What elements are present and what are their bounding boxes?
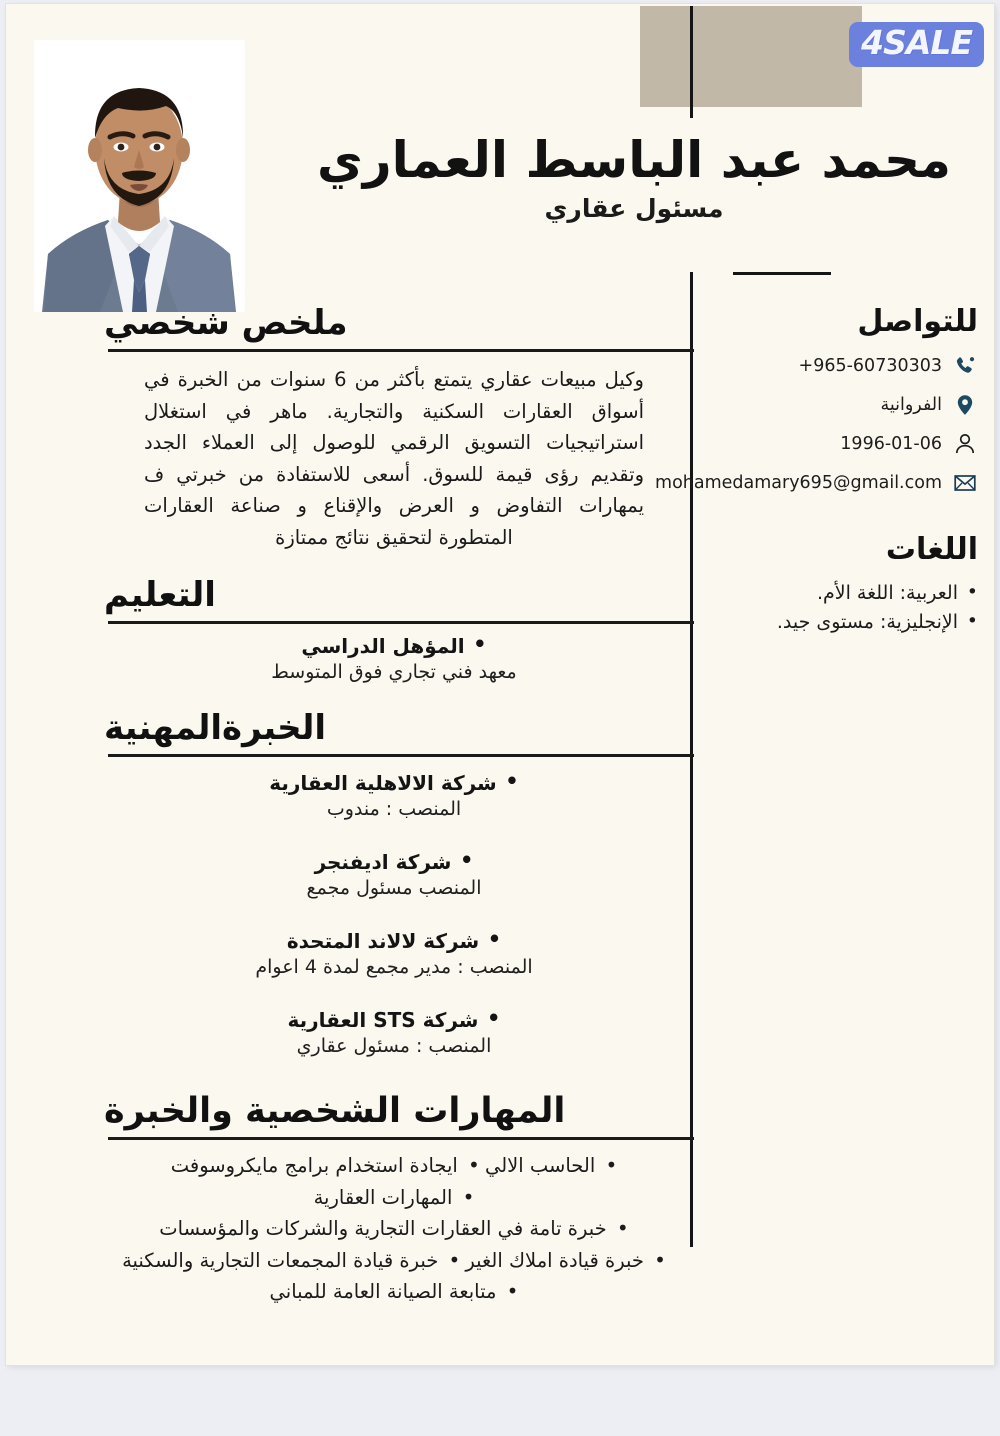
- list-item: • الحاسب الالي: [485, 1150, 617, 1182]
- summary-rule: [108, 349, 694, 352]
- education-entry-detail: معهد فني تجاري فوق المتوسط: [271, 660, 517, 683]
- list-item: [94, 850, 694, 899]
- skills-heading: المهارات الشخصية والخبرة: [104, 1090, 566, 1131]
- languages-list: [678, 579, 978, 638]
- contact-location-value: الفروانية: [880, 395, 942, 415]
- list-item: • المهارات العقارية: [314, 1182, 475, 1214]
- location-pin-icon: [952, 392, 978, 418]
- page-title: محمد عبد الباسط العماري: [317, 131, 951, 189]
- header-taupe-block: [640, 6, 862, 107]
- list-item: • العربية: اللغة الأم.: [678, 579, 978, 608]
- sidebar-column: [655, 304, 978, 638]
- education-entry-title: • المؤهل الدراسي: [301, 634, 486, 658]
- header-vertical-rule: [690, 6, 693, 118]
- header-name-block: [294, 132, 974, 223]
- job-title: مسئول عقاري: [544, 194, 724, 223]
- experience-company: • شركة اديفنجر: [315, 850, 474, 874]
- person-icon: [952, 431, 978, 457]
- contact-item-birthdate[interactable]: [678, 431, 978, 457]
- list-item: • خبرة تامة في العقارات التجارية والشركات والمؤسسات: [159, 1213, 628, 1245]
- experience-role: المنصب : مدير مجمع لمدة 4 اعوام: [255, 955, 533, 978]
- contact-heading: للتواصل: [857, 304, 978, 339]
- experience-role: المنصب : مندوب: [326, 797, 462, 820]
- contact-item-email[interactable]: [655, 470, 978, 496]
- list-item: • خبرة قيادة المجمعات التجارية والسكنية: [122, 1245, 460, 1277]
- list-item: • الإنجليزية: مستوى جيد.: [678, 608, 978, 637]
- title-underline: [733, 272, 831, 275]
- experience-role: المنصب مسئول مجمع: [306, 876, 482, 899]
- experience-company: • شركة لالاند المتحدة: [287, 929, 501, 953]
- list-item: [94, 634, 694, 683]
- education-heading: التعليم: [104, 574, 216, 615]
- list-item: [94, 929, 694, 978]
- experience-list: [94, 771, 694, 1057]
- experience-company: • شركة الالاهلية العقارية: [269, 771, 518, 795]
- list-item: • خبرة قيادة املاك الغير: [465, 1245, 666, 1277]
- contact-email-value: mohamedamary695@gmail.com: [655, 473, 942, 493]
- summary-text: وكيل مبيعات عقاري يتمتع بأكثر من 6 سنوات من الخبرة في أسواق العقارات السكنية والتجارية. ماهر في استغلال استراتيجيات التسويق الرقمي للوصول إلى العملاء الجدد وتقديم رؤى قيمة للسوق. أسعى للاستفادة من خبرتي ف يمهارات التفاوض و العرض والإقناع و صناعة العقارات المتطورة لتحقيق نتائج ممتازة: [144, 368, 644, 549]
- list-item: [94, 771, 694, 820]
- phone-icon: [952, 353, 978, 379]
- contact-phone-value: +965-60730303: [798, 356, 942, 376]
- contact-item-phone[interactable]: [678, 353, 978, 379]
- summary-heading: ملخص شخصي: [104, 303, 348, 343]
- experience-rule: [108, 754, 694, 757]
- skills-rule: [108, 1137, 694, 1140]
- education-rule: [108, 621, 694, 624]
- list-item: [94, 1008, 694, 1057]
- main-column: [94, 304, 694, 1308]
- 4sale-watermark-badge: 4SALE: [849, 22, 984, 67]
- profile-photo: [34, 40, 245, 312]
- list-item: • ايجادة استخدام برامج مايكروسوفت: [171, 1150, 480, 1182]
- cv-document: [6, 4, 994, 1365]
- education-list: [94, 634, 694, 683]
- experience-role: المنصب : مسئول عقاري: [296, 1034, 492, 1057]
- skills-list: [94, 1150, 694, 1308]
- experience-company: • شركة STS العقارية: [288, 1008, 501, 1032]
- languages-heading: اللغات: [885, 532, 978, 567]
- contact-birthdate-value: 1996-01-06: [840, 434, 942, 454]
- contact-item-location[interactable]: [678, 392, 978, 418]
- experience-heading: الخبرةالمهنية: [104, 707, 327, 748]
- list-item: • متابعة الصيانة العامة للمباني: [270, 1276, 519, 1308]
- envelope-icon: [952, 470, 978, 496]
